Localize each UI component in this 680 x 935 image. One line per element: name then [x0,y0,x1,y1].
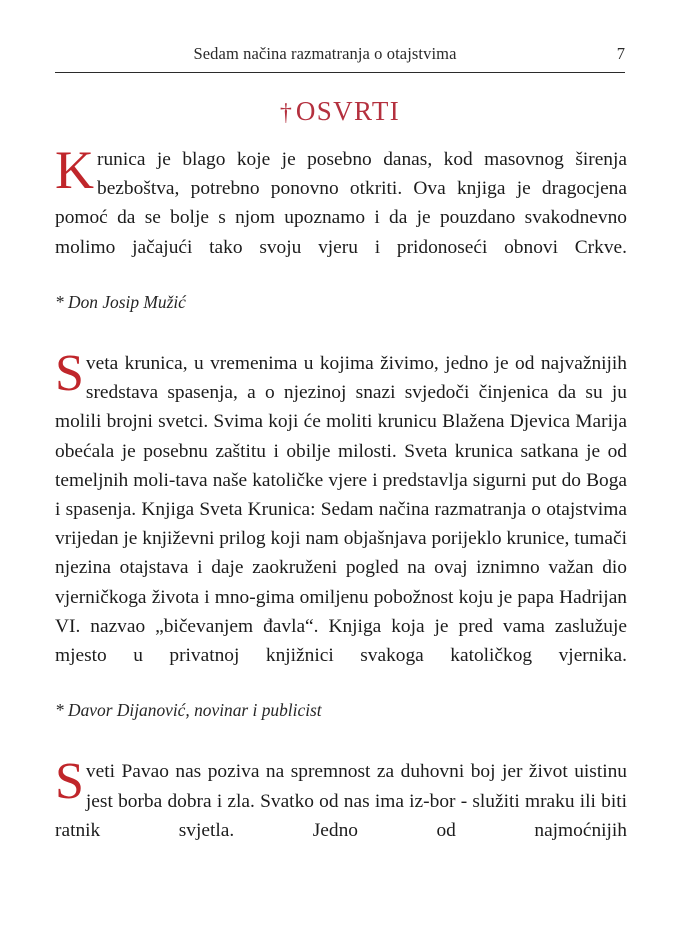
review-spacer [55,721,627,757]
header-rule [55,72,625,73]
review-text [55,753,627,874]
review-spacer [55,313,627,349]
drop-cap: S [55,753,84,811]
review-entry [55,345,627,721]
drop-cap: K [55,140,94,200]
review-text [55,140,627,291]
reviews-container [55,140,627,874]
review-text [55,345,627,699]
review-body-text: runica je blago koje je posebno danas, kod masovnog širenja bezboštva, potrebno ponovno otkriti. Ova knjiga je dragocjena pomoć da se bolje s njom upoznamo i da je pouzdano svakodnevno molimo jačajući tako svoju vjeru i pridonoseći obnovi Crkve. [55,149,627,258]
review-attribution: * Don Josip Mužić [55,292,186,313]
review-entry [55,753,627,874]
review-attribution: * Davor Dijanović, novinar i publicist [55,700,322,721]
review-entry [55,140,627,313]
running-header-title: Sedam načina razmatranja o otajstvima [193,44,457,63]
review-body-text: veta krunica, u vremenima u kojima živimo, jedno je od najvažnijih sredstava spasenja, a o njezinoj snazi svjedoči činjenica da su ju molili brojni svetci. Svima koji će moliti krunicu Blažena Djevica Marija obećala je posebnu zaštitu i obilje milosti. Sveta krunica satkana je od temeljnih moli-tava naše katoličke vjere i predstavlja sigurni put do Boga i spasenja. Knjiga Sveta Krunica: Sedam načina razmatranja o otajstvima vrijedan je književni prilog koji nam objašnjava porijeklo krunice, tumači njezina otajstava i daje zaokruženi pogled na ovaj iznimno važan dio vjerničkoga života i mno-gima omiljenu pobožnost koju je papa Hadrijan VI. nazvao „bičevanjem đavla“. Knjiga koja je pred vama zaslužuje mjesto u privatnoj knjižnici svakoga katoličkog vjernika. [55,353,627,667]
page-number: 7 [616,44,625,63]
drop-cap: S [55,345,84,403]
running-header [55,44,625,70]
dagger-icon: † [279,100,292,126]
review-body-text: veti Pavao nas poziva na spremnost za duhovni boj jer život uistinu jest borba dobra i zla. Svatko od nas ima iz-bor - služiti mraku ili biti ratnik svjetla. Jedno od najmoćnijih [55,761,627,841]
section-title-label: OSVRTI [295,96,401,126]
section-title [55,96,625,127]
